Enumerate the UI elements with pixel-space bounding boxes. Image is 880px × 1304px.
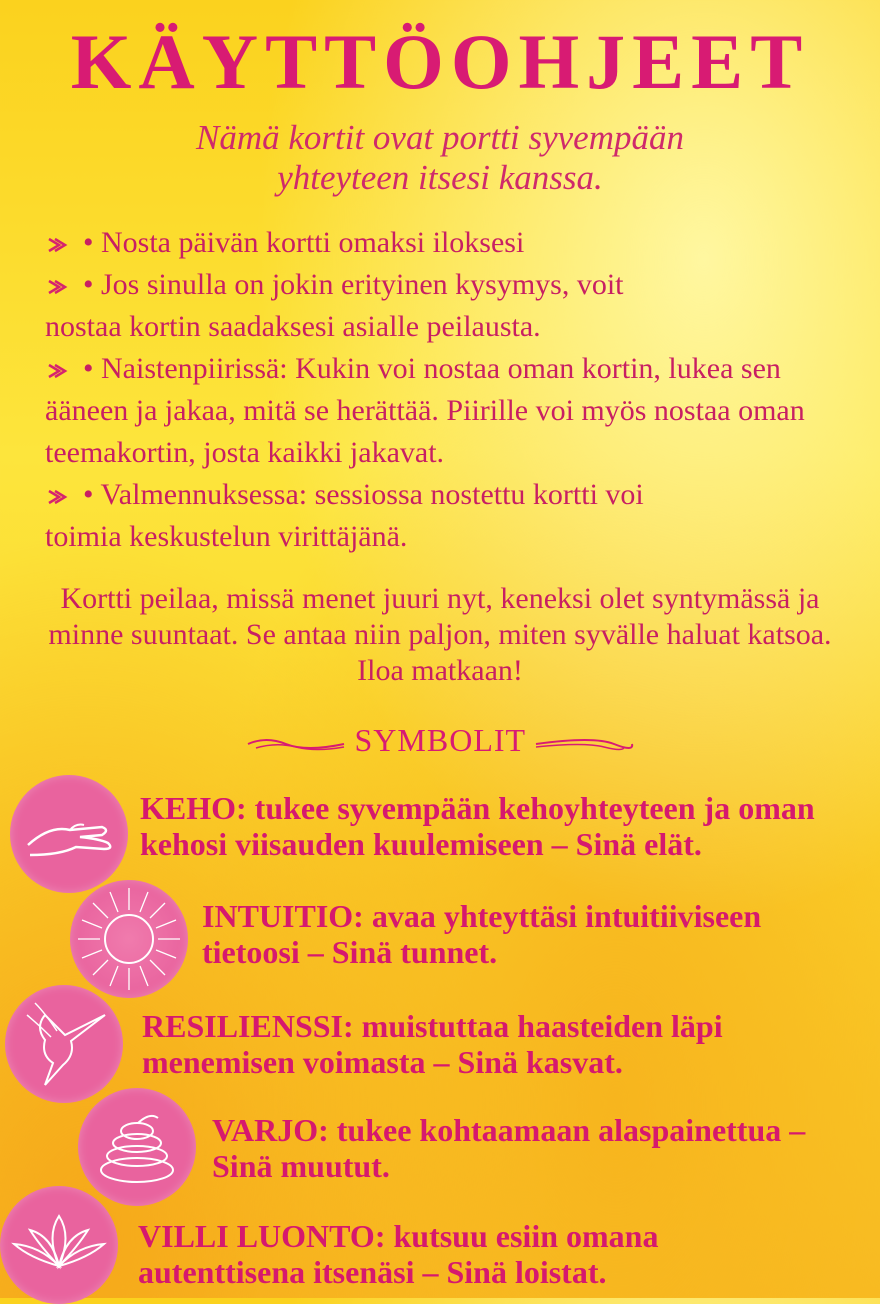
usage-item-3: • Naistenpiirissä: Kukin voi nostaa oman kortin, lukea sen ääneen ja jakaa, mitä se herättää. Piirille voi myös nostaa oman teemakortin, josta kaikki jakavat. xyxy=(45,348,865,474)
symbol-keho: KEHO: tukee syvempään kehoyhteyteen ja oman kehosi viisauden kuulemiseen – Sinä elät. xyxy=(140,790,815,862)
page-title: KÄYTTÖOHJEET xyxy=(70,18,810,105)
symbol-villi-luonto: VILLI LUONTO: kutsuu esiin omana autenttisena itsenäsi – Sinä loistat. xyxy=(138,1218,659,1290)
usage-item-4: • Valmennuksessa: sessiossa nostettu kortti voi toimia keskustelun virittäjänä. xyxy=(45,474,865,558)
symbol-resilienssi: RESILIENSSI: muistuttaa haasteiden läpi menemisen voimasta – Sinä kasvat. xyxy=(142,1008,723,1080)
hummingbird-icon xyxy=(5,985,123,1103)
subtitle: Nämä kortit ovat portti syvempään yhteyteen itsesi kanssa. xyxy=(195,118,684,197)
arrow-icon xyxy=(45,474,83,516)
hand-icon xyxy=(10,775,128,893)
symbols-heading: SYMBOLIT xyxy=(0,722,880,759)
closing-text: Kortti peilaa, missä menet juuri nyt, keneksi olet syntymässä ja minne suuntaat. Se antaa niin paljon, miten syvälle haluat katsoa. Iloa matkaan! xyxy=(48,582,832,687)
sun-icon xyxy=(70,880,188,998)
symbol-varjo: VARJO: tukee kohtaamaan alaspainettua – Sinä muutut. xyxy=(212,1112,806,1184)
arrow-icon xyxy=(45,222,83,264)
usage-instructions xyxy=(45,222,865,558)
usage-item-2: • Jos sinulla on jokin erityinen kysymys, voit nostaa kortin saadaksesi asialle peilausta. xyxy=(45,264,865,348)
arrow-icon xyxy=(45,348,83,390)
swirl-right-icon xyxy=(534,734,634,754)
arrow-icon xyxy=(45,264,83,306)
usage-item-1: • Nosta päivän kortti omaksi iloksesi xyxy=(45,222,865,264)
swirl-left-icon xyxy=(246,734,346,754)
lotus-icon xyxy=(0,1186,118,1304)
symbol-intuitio: INTUITIO: avaa yhteyttäsi intuitiiviseen tietoosi – Sinä tunnet. xyxy=(202,898,762,970)
